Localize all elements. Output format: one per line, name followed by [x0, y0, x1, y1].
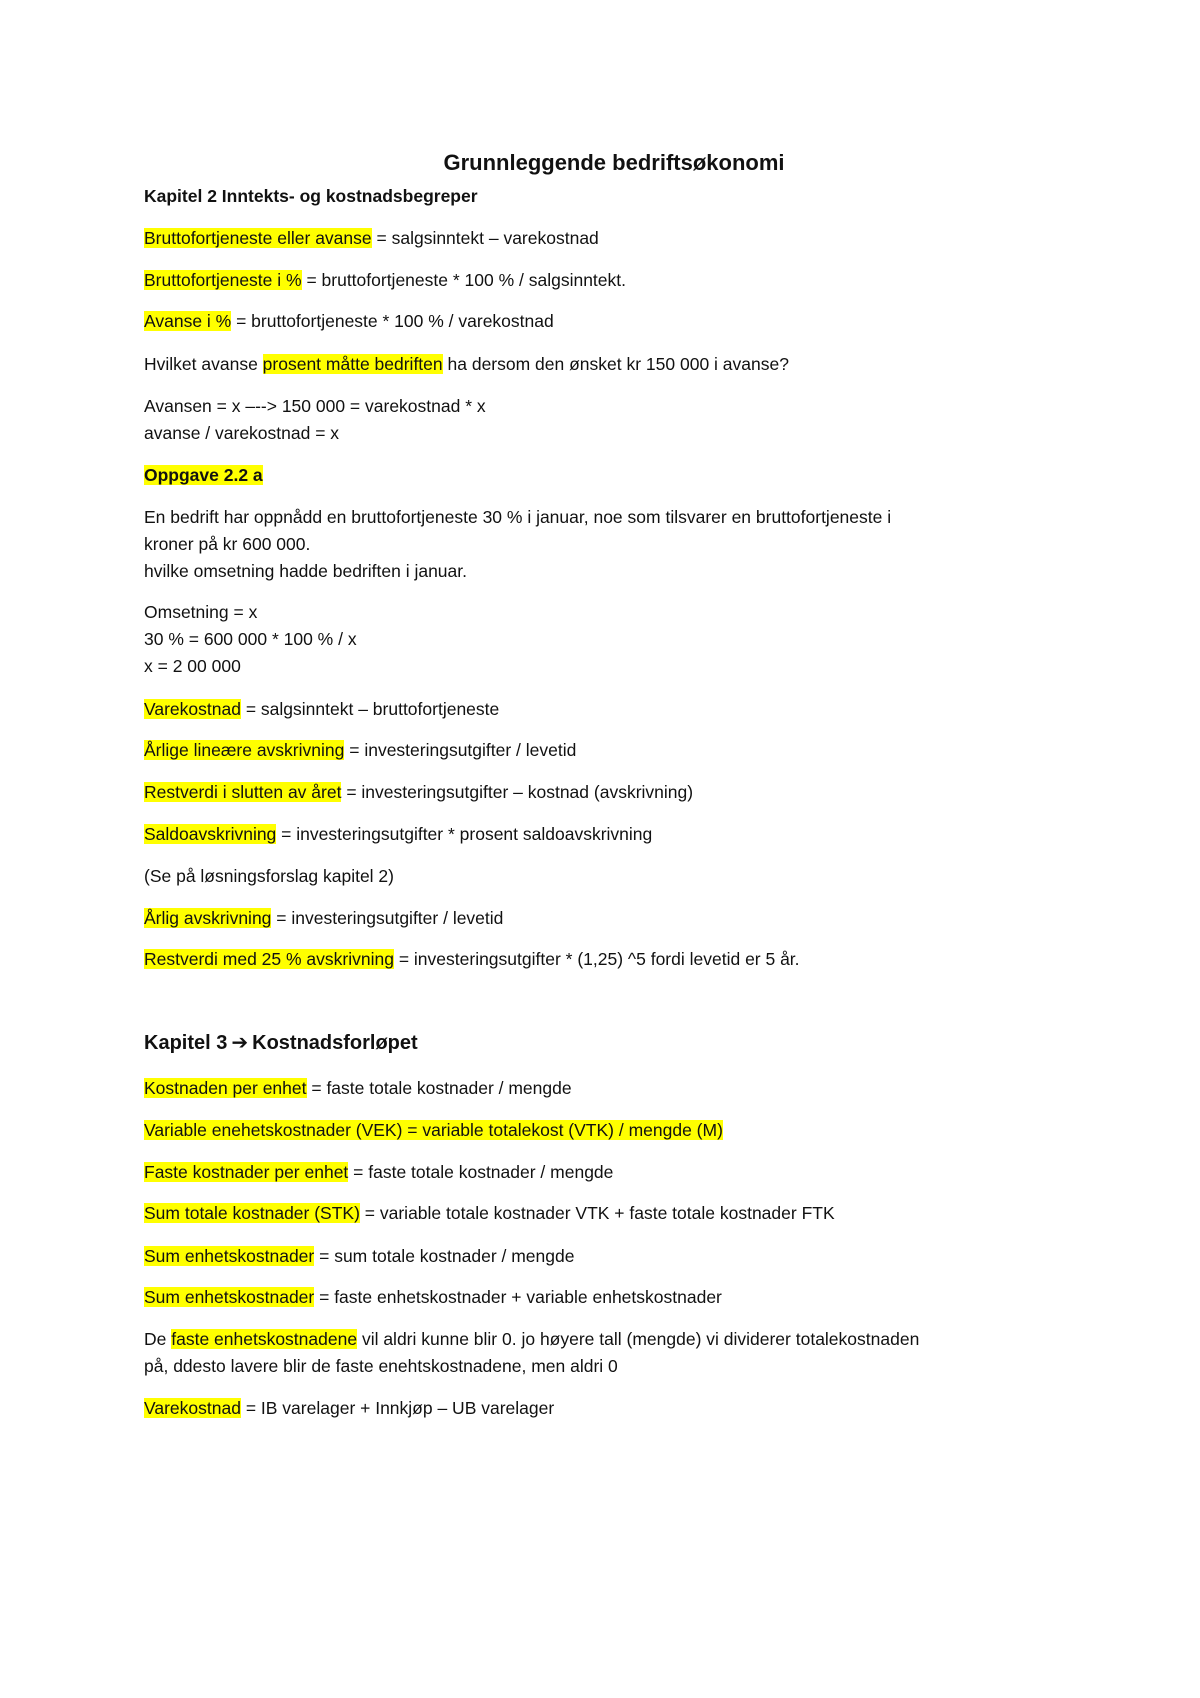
task-text: En bedrift har oppnådd en bruttofortjeneste 30 % i januar, noe som tilsvarer en bruttofortjeneste i	[144, 507, 892, 527]
formula-text: = variable totale kostnader VTK + faste totale kostnader FTK	[359, 1203, 835, 1223]
chapter3-heading	[144, 1030, 418, 1056]
highlighted-term: Variable enehetskostnader (VEK) = variable totalekost (VTK) / mengde (M)	[144, 1120, 723, 1140]
formula-line	[144, 1075, 572, 1101]
formula-line	[144, 737, 576, 763]
formula-text: = sum totale kostnader / mengde	[314, 1246, 575, 1266]
formula-text: = bruttofortjeneste * 100 % / salgsinntekt.	[301, 270, 627, 290]
highlighted-term: Sum totale kostnader (STK)	[144, 1203, 360, 1223]
task-text: kroner på kr 600 000.	[144, 534, 311, 554]
highlighted-term: Sum enhetskostnader	[144, 1287, 315, 1307]
highlighted-term: Saldoavskrivning	[144, 824, 277, 844]
formula-line	[144, 821, 652, 847]
formula-line	[144, 696, 499, 722]
highlighted-term: Bruttofortjeneste eller avanse	[144, 228, 372, 248]
highlighted-term: Kostnaden per enhet	[144, 1078, 307, 1098]
task-label: Oppgave 2.2 a	[144, 465, 263, 485]
note-line: (Se på løsningsforslag kapitel 2)	[144, 866, 394, 886]
document-title: Grunnleggende bedriftsøkonomi	[443, 150, 785, 175]
formula-text: = salgsinntekt – bruttofortjeneste	[240, 699, 500, 719]
chapter3-heading-pre: Kapitel 3	[144, 1032, 228, 1054]
formula-text: = salgsinntekt – varekostnad	[371, 228, 599, 248]
formula-line	[144, 779, 693, 805]
formula-text: = bruttofortjeneste * 100 % / varekostnad	[231, 311, 554, 331]
formula-line	[144, 225, 599, 251]
highlighted-term: Årlige lineære avskrivning	[144, 740, 345, 760]
task-text: hvilke omsetning hadde bedriften i januar.	[144, 561, 467, 581]
formula-text: = faste enhetskostnader + variable enhetskostnader	[314, 1287, 722, 1307]
formula-text: = IB varelager + Innkjøp – UB varelager	[240, 1398, 555, 1418]
paragraph-text: De	[144, 1329, 172, 1349]
formula-line	[144, 1200, 835, 1226]
highlighted-term: Varekostnad	[144, 699, 241, 719]
solution-line: 30 % = 600 000 * 100 % / x	[144, 629, 357, 649]
highlighted-term: Restverdi i slutten av året	[144, 782, 342, 802]
formula-line	[144, 267, 626, 293]
paragraph-text: vil aldri kunne blir 0. jo høyere tall (mengde) vi dividerer totalekostnaden	[357, 1329, 920, 1349]
formula-line	[144, 1159, 613, 1185]
solution-line: Omsetning = x	[144, 602, 258, 622]
formula-text: = investeringsutgifter / levetid	[344, 740, 577, 760]
highlighted-term: Årlig avskrivning	[144, 908, 272, 928]
formula-text: = investeringsutgifter – kostnad (avskrivning)	[341, 782, 694, 802]
question-text: ha dersom den ønsket kr 150 000 i avanse?	[442, 354, 789, 374]
formula-text: = faste totale kostnader / mengde	[348, 1162, 614, 1182]
arrow-right-icon: ➔	[231, 1032, 249, 1054]
formula-text: = investeringsutgifter * prosent saldoavskrivning	[276, 824, 653, 844]
calc-line: avanse / varekostnad = x	[144, 423, 340, 443]
task-label-line	[144, 462, 263, 488]
formula-text: = investeringsutgifter / levetid	[271, 908, 504, 928]
formula-line	[144, 1243, 574, 1269]
formula-line	[144, 308, 554, 334]
formula-text: = investeringsutgifter * (1,25) ^5 fordi levetid er 5 år.	[393, 949, 800, 969]
paragraph-line	[144, 1326, 919, 1352]
question-line	[144, 351, 789, 377]
paragraph-line: på, ddesto lavere blir de faste enehtskostnadene, men aldri 0	[144, 1356, 618, 1376]
question-text: Hvilket avanse	[144, 354, 263, 374]
formula-line	[144, 1395, 554, 1421]
highlighted-term: Restverdi med 25 % avskrivning	[144, 949, 394, 969]
formula-line	[144, 1284, 722, 1310]
highlighted-term: Faste kostnader per enhet	[144, 1162, 349, 1182]
highlighted-term: Sum enhetskostnader	[144, 1246, 315, 1266]
highlighted-term: Avanse i %	[144, 311, 232, 331]
solution-line: x = 2 00 000	[144, 656, 241, 676]
highlighted-term: faste enhetskostnadene	[171, 1329, 358, 1349]
chapter3-heading-post: Kostnadsforløpet	[252, 1032, 418, 1054]
formula-text: = faste totale kostnader / mengde	[306, 1078, 572, 1098]
highlighted-term: Varekostnad	[144, 1398, 241, 1418]
formula-line	[144, 946, 800, 972]
highlighted-term: prosent måtte bedriften	[262, 354, 443, 374]
chapter2-heading: Kapitel 2 Inntekts- og kostnadsbegreper	[144, 186, 478, 206]
formula-line	[144, 1117, 723, 1143]
formula-line	[144, 905, 503, 931]
calc-line: Avansen = x –--> 150 000 = varekostnad * x	[144, 396, 486, 416]
highlighted-term: Bruttofortjeneste i %	[144, 270, 302, 290]
